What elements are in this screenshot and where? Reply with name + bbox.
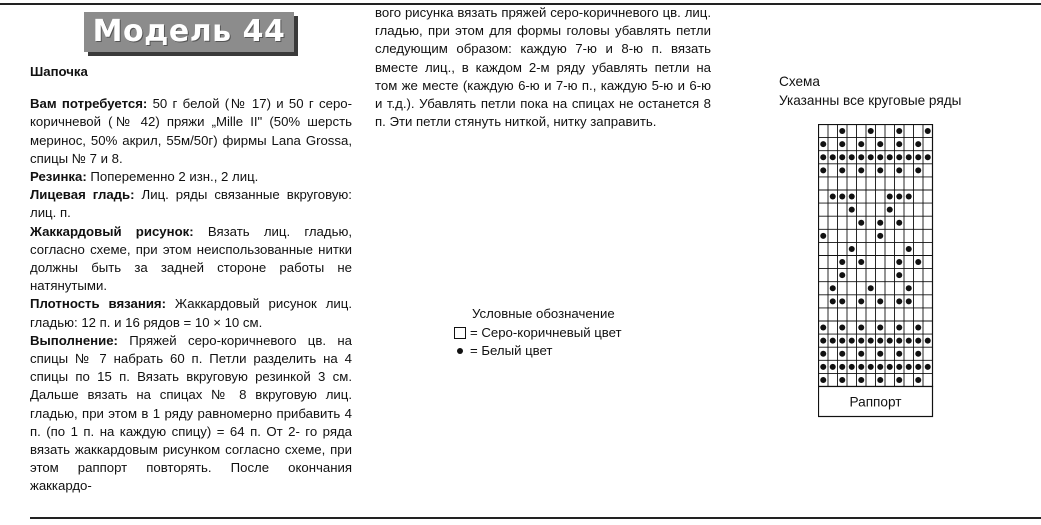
chart-stitch-white [849, 194, 855, 200]
paragraph-continuation: вого рисунка вязать пряжей серо-коричневого цв. лиц. гладью, при этом для формы головы убавлять петли следующим образом: каждую 7-ю и 8-ю п. вязать вместе лиц., в каждом 2-м ряду убавлять петли на том же месте (каждую 6-ю и 7-ю п., каждую 5-ю и 6-ю и т.д.). Убавлять петли пока на спицах не останется 8 п. Эти петли стянуть ниткой, нитку заправить. [375, 5, 711, 130]
legend-item-text: = Серо-коричневый цвет [470, 324, 622, 340]
chart-stitch-white [858, 325, 864, 331]
chart-stitch-white [896, 298, 902, 304]
paragraph-rib [30, 168, 352, 186]
scheme-subtitle: Указанны все круговые ряды [779, 93, 962, 108]
chart-stitch-white [877, 351, 883, 357]
paragraph-text: Пряжей серо-коричневого цв. на спицы № 7 набрать 60 п. Петли разделить на 4 спицы по 15 п. Вязать вкруговую резинкой 3 см. Дальше вязать на спицах № 8 вкруговую лиц. гладью, при этом в 1 ряду равномерно прибавить 4 п. (по 1 п. на каждую спицу) = 64 п. От 2- го ряда вязать жаккардовым рисунком согласно схеме, при этом раппорт повторять. После окончания жаккардо- [30, 332, 352, 494]
chart-stitch-white [887, 154, 893, 160]
model-title: Модель 44 [92, 14, 286, 49]
chart-stitch-white [839, 128, 845, 134]
chart-stitch-white [877, 325, 883, 331]
chart-stitch-white [839, 141, 845, 147]
chart-stitch-white [858, 220, 864, 226]
chart-stitch-white [896, 220, 902, 226]
chart-stitch-white [858, 364, 864, 370]
chart-stitch-white [925, 338, 931, 344]
chart-stitch-white [877, 298, 883, 304]
chart-stitch-white [830, 298, 836, 304]
legend-title: Условные обозначение [472, 306, 615, 321]
legend-item-text: = Белый цвет [470, 343, 553, 358]
chart-stitch-white [915, 338, 921, 344]
chart-stitch-white [877, 220, 883, 226]
chart-stitch-white [906, 194, 912, 200]
chart-stitch-white [915, 154, 921, 160]
chart-stitch-white [849, 154, 855, 160]
chart-stitch-white [820, 351, 826, 357]
chart-stitch-white [906, 298, 912, 304]
paragraph-text: Жаккардовый рисунок лиц. гладью: 12 п. и 16 рядов = 10 × 10 см. [30, 296, 352, 330]
paragraph-label: Вам потребуется: [30, 96, 148, 112]
chart-stitch-white [896, 154, 902, 160]
chart-stitch-white [915, 259, 921, 265]
paragraph-label: Жаккардовый рисунок: [30, 223, 194, 239]
paragraph-text: Лиц. ряды связанные вкруговую: лиц. п. [30, 187, 352, 221]
chart-stitch-white [906, 364, 912, 370]
chart-stitch-white [839, 272, 845, 278]
chart-stitch-white [839, 259, 845, 265]
chart-stitch-white [877, 338, 883, 344]
chart-stitch-white [839, 338, 845, 344]
chart-stitch-white [925, 128, 931, 134]
chart-stitch-white [896, 351, 902, 357]
chart-stitch-white [925, 154, 931, 160]
chart-stitch-white [830, 154, 836, 160]
chart-stitch-white [839, 194, 845, 200]
chart-stitch-white [820, 167, 826, 173]
chart-stitch-white [858, 259, 864, 265]
chart-stitch-white [887, 364, 893, 370]
chart-stitch-white [849, 246, 855, 252]
chart-stitch-white [896, 194, 902, 200]
chart-stitch-white [820, 338, 826, 344]
chart-stitch-white [887, 194, 893, 200]
chart-stitch-white [868, 364, 874, 370]
chart-stitch-white [887, 207, 893, 213]
paragraph-jacquard [30, 223, 352, 296]
legend-item-graybrown [454, 324, 622, 343]
chart-stitch-white [896, 325, 902, 331]
chart-stitch-white [839, 325, 845, 331]
chart-stitch-white [896, 272, 902, 278]
paragraph-execution [30, 332, 352, 496]
chart-stitch-white [820, 377, 826, 383]
chart-stitch-white [906, 246, 912, 252]
chart-stitch-white [915, 364, 921, 370]
chart-stitch-white [915, 377, 921, 383]
chart-stitch-white [820, 364, 826, 370]
chart-stitch-white [849, 338, 855, 344]
chart-stitch-white [830, 338, 836, 344]
chart-stitch-white [839, 167, 845, 173]
chart-stitch-white [887, 338, 893, 344]
instructions-column-middle [375, 4, 711, 131]
chart-stitch-white [839, 154, 845, 160]
item-subtitle: Шапочка [30, 64, 88, 79]
chart-stitch-white [820, 154, 826, 160]
model-title-banner [84, 12, 294, 52]
chart-stitch-white [820, 233, 826, 239]
chart-stitch-white [906, 285, 912, 291]
rapport-label: Раппорт [849, 394, 902, 410]
chart-stitch-white [858, 377, 864, 383]
empty-square-icon [454, 327, 466, 339]
paragraph-label: Резинка: [30, 169, 87, 185]
chart-stitch-white [858, 298, 864, 304]
chart-stitch-white [906, 338, 912, 344]
chart-stitch-white [839, 364, 845, 370]
chart-stitch-white [820, 325, 826, 331]
chart-stitch-white [906, 154, 912, 160]
chart-stitch-white [830, 285, 836, 291]
chart-stitch-white [868, 154, 874, 160]
chart-stitch-white [858, 141, 864, 147]
chart-stitch-white [915, 167, 921, 173]
bottom-rule [30, 517, 1041, 519]
chart-stitch-white [868, 128, 874, 134]
chart-stitch-white [925, 364, 931, 370]
chart-stitch-white [858, 351, 864, 357]
chart-stitch-white [896, 141, 902, 147]
chart-stitch-white [877, 167, 883, 173]
chart-stitch-white [896, 377, 902, 383]
chart-stitch-white [849, 207, 855, 213]
chart-stitch-white [839, 377, 845, 383]
chart-stitch-white [868, 285, 874, 291]
chart-stitch-white [896, 338, 902, 344]
chart-stitch-white [877, 154, 883, 160]
paragraph-gauge [30, 295, 352, 331]
scheme-title: Схема [779, 74, 820, 89]
paragraph-label: Плотность вязания: [30, 296, 167, 312]
chart-stitch-white [896, 259, 902, 265]
chart-stitch-white [858, 154, 864, 160]
chart-stitch-white [877, 233, 883, 239]
chart-stitch-white [839, 351, 845, 357]
chart-stitch-white [839, 298, 845, 304]
paragraph-label: Лицевая гладь: [30, 187, 135, 203]
scheme-header [779, 72, 961, 110]
instructions-column-left [30, 63, 352, 496]
chart-stitch-white [830, 364, 836, 370]
paragraph-text: 50 г белой (№ 17) и 50 г серо-коричневой (№ 42) пряжи „Mille II" (50% шерсть меринос, 50% акрил, 55м/50г) фирмы Lana Grossa, спицы № 7 и 8. [30, 96, 353, 166]
chart-stitch-white [858, 167, 864, 173]
colorwork-chart [818, 124, 934, 420]
chart-stitch-white [877, 377, 883, 383]
chart-stitch-white [820, 141, 826, 147]
chart-stitch-white [849, 364, 855, 370]
chart-stitch-white [896, 364, 902, 370]
chart-stitch-white [858, 338, 864, 344]
chart-stitch-white [877, 364, 883, 370]
chart-stitch-white [915, 351, 921, 357]
chart-stitch-white [896, 128, 902, 134]
paragraph-stockinette [30, 186, 352, 222]
chart-stitch-white [877, 141, 883, 147]
paragraph-text: Вязать лиц. гладью, согласно схеме, при этом неиспользованные нитки должны быть за задней стороне работы не натянутыми. [30, 223, 352, 294]
chart-stitch-white [915, 325, 921, 331]
chart-stitch-white [915, 141, 921, 147]
paragraph-materials [30, 95, 352, 168]
chart-stitch-white [896, 167, 902, 173]
chart-stitch-white [830, 194, 836, 200]
paragraph-text: Попеременно 2 изн., 2 лиц. [86, 169, 259, 185]
dot-icon [454, 345, 466, 357]
chart-stitch-white [868, 338, 874, 344]
legend-item-white [454, 342, 622, 361]
paragraph-label: Выполнение: [30, 332, 118, 348]
legend [454, 305, 622, 361]
